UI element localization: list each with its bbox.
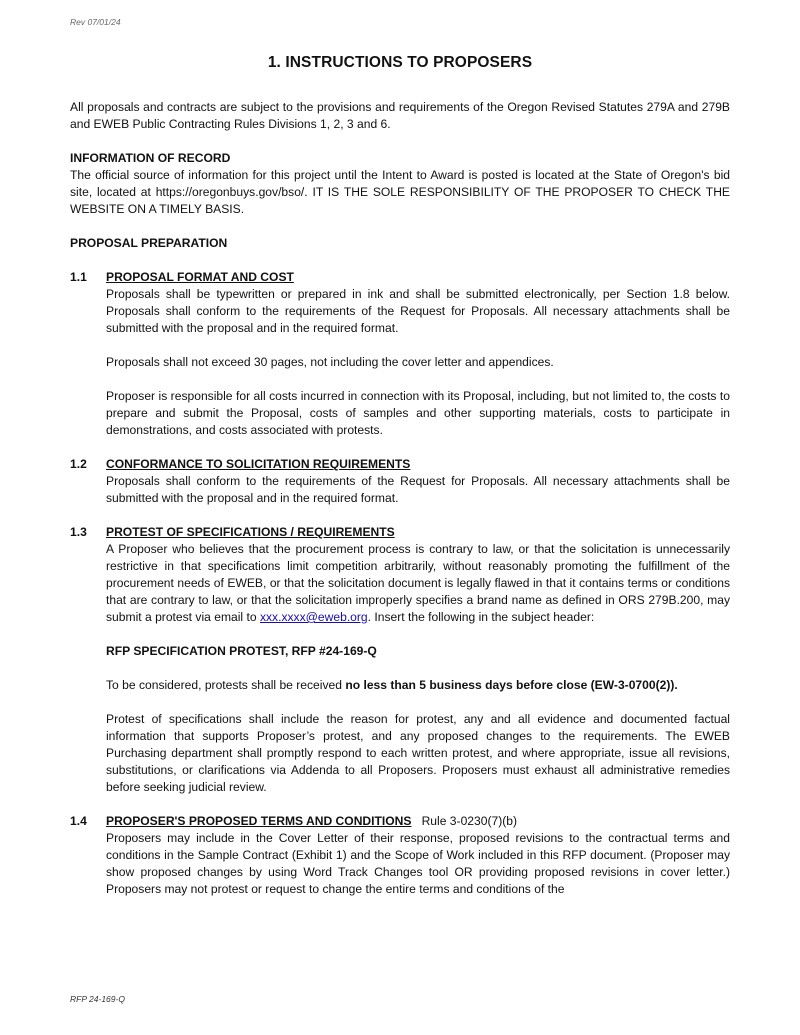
section-title: PROPOSAL FORMAT AND COST <box>106 270 294 284</box>
section-rule-reference: Rule 3-0230(7)(b) <box>421 814 518 828</box>
section-1-3-paragraph <box>106 541 730 626</box>
section-1-1-paragraph: Proposals shall not exceed 30 pages, not including the cover letter and appendices. <box>106 355 554 369</box>
page-title: 1. INSTRUCTIONS TO PROPOSERS <box>267 54 533 71</box>
section-1-4-header <box>70 813 730 830</box>
protest-text: A Proposer who believes that the procurement process is contrary to law, or that the solicitation is unnecessarily restrictive in that specifications limit competition arbitrarily, without reasonably promoting the fulfillment of the procurement needs of EWEB, or that the solicitation document is legally flawed in that it contains terms or conditions that are contrary to law, or that the solicitation improperly specifies a brand name as defined in ORS 279B.200, may submit a protest via email to <box>106 542 730 624</box>
proposal-preparation-heading: PROPOSAL PREPARATION <box>70 236 228 250</box>
section-1-1-paragraph: Proposals shall be typewritten or prepared in ink and shall be submitted electronically, per Section 1.8 below. Proposals shall conform to the requirements of the Request for Proposals. All necessary attachments shall be submitted with the proposal and in the required format. <box>106 287 730 335</box>
section-title: PROTEST OF SPECIFICATIONS / REQUIREMENTS <box>106 525 395 539</box>
section-1-1-paragraph: Proposer is responsible for all costs incurred in connection with its Proposal, including, but not limited to, the costs to prepare and submit the Proposal, costs of samples and other supporting materials, costs to participate in demonstrations, and costs associated with protests. <box>106 389 730 437</box>
section-1-1-header <box>70 269 730 286</box>
section-number: 1.1 <box>70 270 87 284</box>
protest-email-link[interactable]: xxx.xxxx@eweb.org <box>259 610 368 624</box>
protest-deadline-paragraph <box>106 677 730 694</box>
protest-subject-header: RFP SPECIFICATION PROTEST, RFP #24-169-Q <box>106 644 377 658</box>
section-title: CONFORMANCE TO SOLICITATION REQUIREMENTS <box>106 457 411 471</box>
intro-paragraph: All proposals and contracts are subject to the provisions and requirements of the Oregon Revised Statutes 279A and 279B and EWEB Public Contracting Rules Divisions 1, 2, 3 and 6. <box>70 100 730 131</box>
section-1-3-header <box>70 524 730 541</box>
revision-date: Rev 07/01/24 <box>70 17 121 27</box>
section-title: PROPOSER'S PROPOSED TERMS AND CONDITIONS <box>106 814 412 828</box>
section-number: 1.2 <box>70 457 87 471</box>
footer-document-id: RFP 24-169-Q <box>70 994 125 1004</box>
section-1-2-paragraph: Proposals shall conform to the requirements of the Request for Proposals. All necessary attachments shall be submitted with the proposal and in the required format. <box>106 474 730 505</box>
protest-content-paragraph: Protest of specifications shall include the reason for protest, any and all evidence and documented factual information that supports Proposer’s protest, and any proposed changes to the requirements. The EWEB Purchasing department shall promptly respond to each written protest, and where appropriate, issue all revisions, substitutions, or clarifications via Addenda to all Proposers. Proposers must exhaust all administrative remedies before seeking judicial review. <box>106 712 730 794</box>
document-body <box>70 99 730 898</box>
section-number: 1.4 <box>70 814 87 828</box>
protest-deadline-text: To be considered, protests shall be received <box>106 678 346 692</box>
section-1-2-header <box>70 456 730 473</box>
protest-deadline-emphasis: no less than 5 business days before close (EW-3-0700(2)). <box>345 678 678 692</box>
section-number: 1.3 <box>70 525 87 539</box>
information-of-record-heading: INFORMATION OF RECORD <box>70 151 231 165</box>
protest-text-end: . Insert the following in the subject header: <box>367 610 595 624</box>
information-of-record-text: The official source of information for this project until the Intent to Award is posted is located at the State of Oregon's bid site, located at https://oregonbuys.gov/bso/. IT IS THE SOLE RESPONSIBILITY OF THE PROPOSER TO CHECK THE WEBSITE ON A TIMELY BASIS. <box>70 168 730 216</box>
section-1-4-paragraph: Proposers may include in the Cover Letter of their response, proposed revisions to the contractual terms and conditions in the Sample Contract (Exhibit 1) and the Scope of Work included in this RFP document. (Proposer may show proposed changes by using Word Track Changes tool OR providing proposed revisions in cover letter.) Proposers may not protest or request to change the entire terms and conditions of the <box>106 831 730 896</box>
